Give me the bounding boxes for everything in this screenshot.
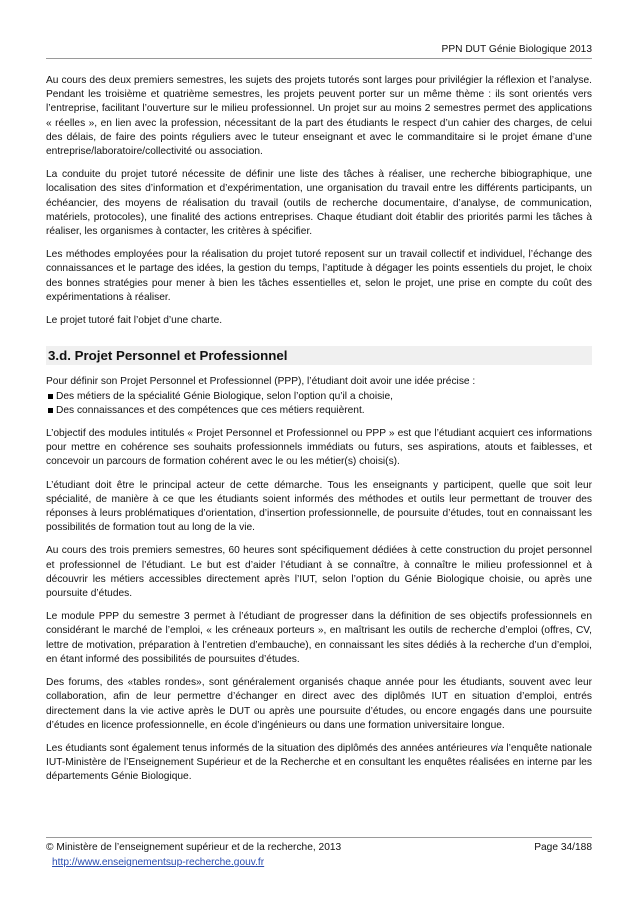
paragraph: Au cours des trois premiers semestres, 60 heures sont spécifiquement dédiées à cette construction du projet personnel et professionnel de l’étudiant. Le but est d’aider l’étudiant à se connaître, à connaître le milieu professionnel et à découvrir les métiers accessibles directement après l’IUT, selon l’option du Génie Biologique choisie, ou après une poursuite d’études.: [46, 545, 592, 600]
square-bullet-icon: [48, 394, 53, 399]
page-body: [46, 74, 592, 794]
page-header: PPN DUT Génie Biologique 2013: [441, 44, 592, 55]
paragraph: Des forums, des «tables rondes», sont généralement organisés chaque année pour les étudiants, souvent avec leur collaboration, afin de leur permettre d’échanger en direct avec des diplômés IUT en situation d’emploi, entrés directement dans la vie active après le DUT ou après une poursuite d’études, ou encore engagés dans une poursuite d’études en licence professionnelle, en école d’ingénieurs ou dans une formation universitaire longue.: [46, 677, 592, 731]
footer-divider: [46, 837, 592, 838]
section-heading: 3.d. Projet Personnel et Professionnel: [46, 346, 592, 365]
paragraph: L’objectif des modules intitulés « Projet Personnel et Professionnel ou PPP » est que l’étudiant acquiert ces informations pour mettre en cohérence ses souhaits professionnels immédiats ou futurs, ses aspirations, atouts et faiblesses, et concevoir un parcours de formation cohérent avec le ou les métier(s) choisi(s).: [46, 428, 592, 468]
paragraph: Les étudiants sont également tenus informés de la situation des diplômés des années antérieures via l’enquête nationale IUT-Ministère de l’Enseignement Supérieur et de la Recherche et en consultant les enquêtes réalisées en interne par les départements Génie Biologique.: [46, 742, 592, 783]
page-number: Page 34/188: [534, 842, 592, 853]
list-item: Des connaissances et des compétences que ces métiers requièrent.: [46, 404, 592, 418]
bullet-list: [46, 390, 592, 418]
paragraph: Le module PPP du semestre 3 permet à l’étudiant de progresser dans la définition de ses objectifs professionnels en considérant le marché de l’emploi, « les créneaux porteurs », en maîtrisant les outils de recherche d’emploi (offres, CV, lettre de motivation, préparation à l’entretien d’embauche), en connaissant les sites dédiés à la recherche d’un d’emploi, en étant informé des possibilités de poursuites d’études.: [46, 611, 592, 665]
header-divider: [46, 58, 592, 59]
list-item: Des métiers de la spécialité Génie Biologique, selon l’option qu’il a choisie,: [46, 390, 592, 404]
paragraph: Le projet tutoré fait l’objet d’une charte.: [46, 315, 223, 327]
paragraph: Les méthodes employées pour la réalisation du projet tutoré reposent sur un travail collectif et individuel, l’échange des connaissances et le partage des idées, la gestion du temps, l’aptitude à dégager les points essentiels du projet, le choix des bonnes stratégies pour mener à bien les tâches essentielles et, selon le projet, une prise en compte du coût des expérimentations à réaliser.: [46, 249, 592, 303]
paragraph: Au cours des deux premiers semestres, les sujets des projets tutorés sont larges pour privilégier la réflexion et l’analyse. Pendant les troisième et quatrième semestres, les projets peuvent porter sur un même thème : ils sont orientés vers l’entreprise, facilitant l’ouverture sur le milieu professionnel. Un projet sur au moins 2 semestres permet des applications « réelles », en lien avec la profession, nécessitant de la part des étudiants le respect d’un cahier des charges, de celui des délais, de faire des points réguliers avec le tuteur enseignant et avec le commanditaire si le projet émane d’une entreprise/laboratoire/collectivité ou association.: [46, 75, 592, 158]
ministry-link[interactable]: http://www.enseignementsup-recherche.gouv.fr: [52, 857, 265, 868]
paragraph: La conduite du projet tutoré nécessite de définir une liste des tâches à réaliser, une recherche bibiographique, une localisation des sites d’information et d’expérimentation, une organisation du travail entre les différents participants, un échéancier, des moyens de réalisation du travail (outils de recherche documentaire, d’analyse, de communication, matériels, protocoles), une finalité des actions entreprises. Chaque étudiant doit établir des priorités parmi les tâches à réaliser, les organismes à contacter, les critères à spécifier.: [46, 169, 592, 238]
square-bullet-icon: [48, 408, 53, 413]
footer-copyright: © Ministère de l’enseignement supérieur et de la recherche, 2013: [46, 842, 342, 853]
section-intro: Pour définir son Projet Personnel et Professionnel (PPP), l’étudiant doit avoir une idée précise :: [46, 376, 476, 388]
paragraph: L’étudiant doit être le principal acteur de cette démarche. Tous les enseignants y participent, quelle que soit leur spécialité, de manière à ce que les étudiants soient informés des méthodes et outils leur permettant de trouver des réponses à leurs problématiques d’orientation, d’insertion professionnelle, de poursuite d’études, tout en connaissant les possibilités de formation tout au long de la vie.: [46, 479, 592, 534]
